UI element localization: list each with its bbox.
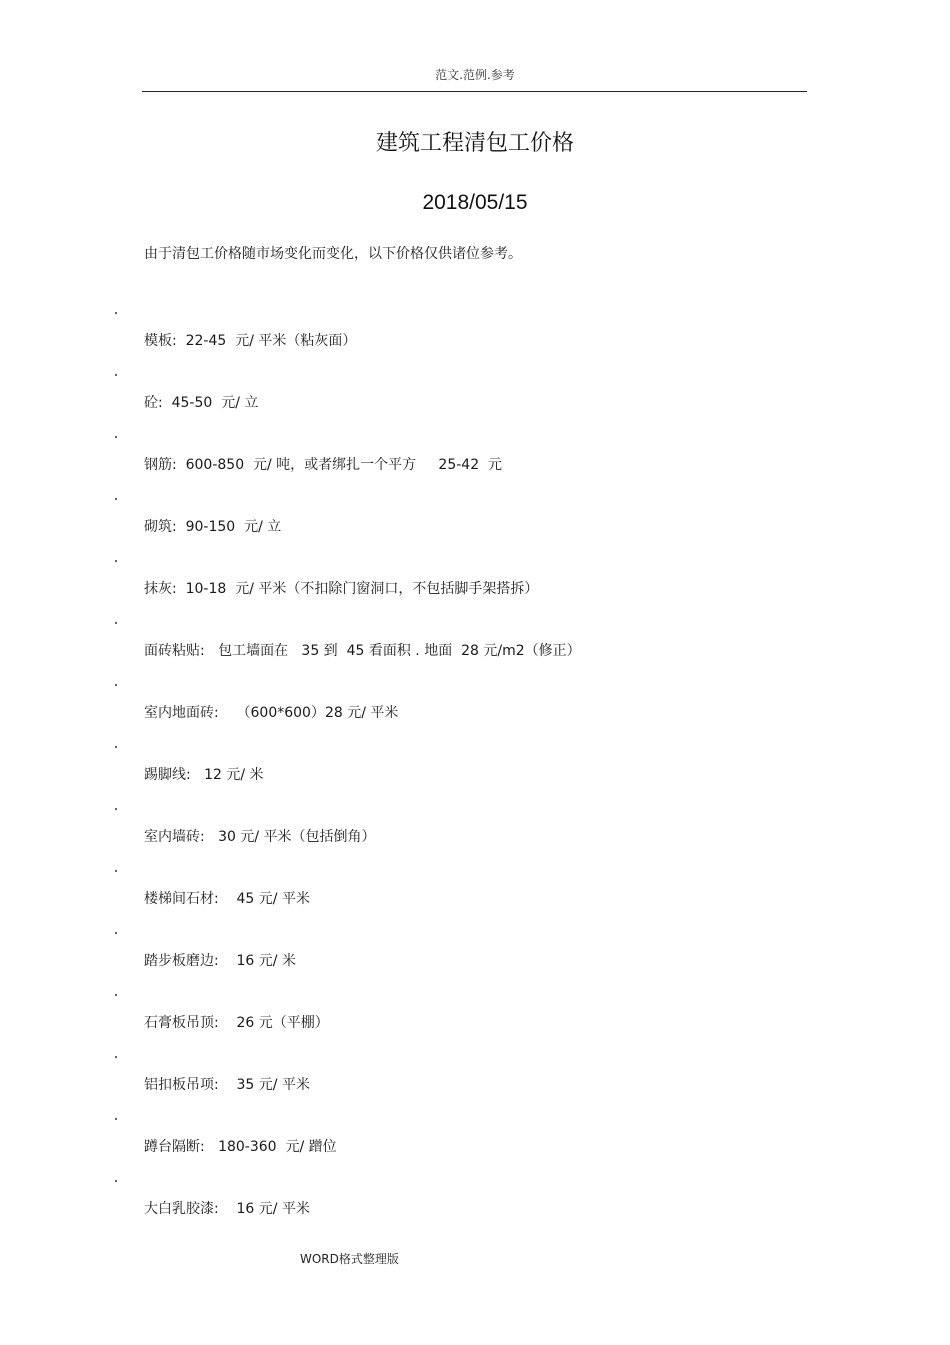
list-item bbox=[0, 496, 950, 558]
bullet-dot bbox=[115, 560, 117, 562]
list-item bbox=[0, 1116, 950, 1178]
list-item-text: 面砖粘贴: 包工墙面在 35 到 45 看面积 . 地面 28 元/m2（修正） bbox=[144, 643, 581, 659]
bullet-dot bbox=[115, 994, 117, 996]
list-item-text: 石膏板吊顶: 26 元（平棚） bbox=[144, 1015, 329, 1031]
bullet-dot bbox=[115, 808, 117, 810]
list-item bbox=[0, 868, 950, 930]
list-item bbox=[0, 992, 950, 1054]
intro-paragraph: 由于清包工价格随市场变化而变化，以下价格仅供诸位参考。 bbox=[144, 246, 522, 262]
list-item-text: 铝扣板吊项: 35 元/ 平米 bbox=[144, 1077, 310, 1093]
list-item-text: 室内地面砖: （600*600）28 元/ 平米 bbox=[144, 705, 399, 721]
bullet-dot bbox=[115, 932, 117, 934]
list-item bbox=[0, 620, 950, 682]
list-item-text: 蹲台隔断: 180-360 元/ 蹭位 bbox=[144, 1139, 337, 1155]
list-item bbox=[0, 744, 950, 806]
bullet-dot bbox=[115, 312, 117, 314]
bullet-dot bbox=[115, 498, 117, 500]
list-item-text: 模板: 22-45 元/ 平米（粘灰面） bbox=[144, 333, 357, 349]
bullet-dot bbox=[115, 870, 117, 872]
list-item-text: 砼: 45-50 元/ 立 bbox=[144, 395, 259, 411]
list-item-text: 踢脚线: 12 元/ 米 bbox=[144, 767, 264, 783]
price-list bbox=[0, 310, 950, 1240]
list-item-text: 钢筋: 600-850 元/ 吨，或者绑扎一个平方 25-42 元 bbox=[144, 457, 503, 473]
list-item bbox=[0, 806, 950, 868]
document-date: 2018/05/15 bbox=[422, 191, 528, 214]
list-item bbox=[0, 372, 950, 434]
list-item-text: 大白乳胶漆: 16 元/ 平米 bbox=[144, 1201, 310, 1217]
page-header: 范文.范例.参考 bbox=[435, 68, 515, 82]
page-footer: WORD格式整理版 bbox=[300, 1252, 399, 1266]
list-item-text: 楼梯间石材: 45 元/ 平米 bbox=[144, 891, 310, 907]
list-item-text: 砌筑: 90-150 元/ 立 bbox=[144, 519, 282, 535]
list-item-text: 抹灰: 10-18 元/ 平米（不扣除门窗洞口，不包括脚手架搭拆） bbox=[144, 581, 539, 597]
list-item bbox=[0, 1178, 950, 1240]
header-divider bbox=[142, 91, 807, 92]
list-item bbox=[0, 682, 950, 744]
list-item bbox=[0, 1054, 950, 1116]
list-item bbox=[0, 558, 950, 620]
bullet-dot bbox=[115, 746, 117, 748]
list-item-text: 踏步板磨边: 16 元/ 米 bbox=[144, 953, 296, 969]
bullet-dot bbox=[115, 1056, 117, 1058]
document-title: 建筑工程清包工价格 bbox=[375, 131, 574, 156]
list-item-text: 室内墙砖: 30 元/ 平米（包括倒角） bbox=[144, 829, 376, 845]
bullet-dot bbox=[115, 622, 117, 624]
bullet-dot bbox=[115, 1118, 117, 1120]
bullet-dot bbox=[115, 684, 117, 686]
list-item bbox=[0, 310, 950, 372]
bullet-dot bbox=[115, 436, 117, 438]
list-item bbox=[0, 434, 950, 496]
bullet-dot bbox=[115, 1180, 117, 1182]
bullet-dot bbox=[115, 374, 117, 376]
list-item bbox=[0, 930, 950, 992]
